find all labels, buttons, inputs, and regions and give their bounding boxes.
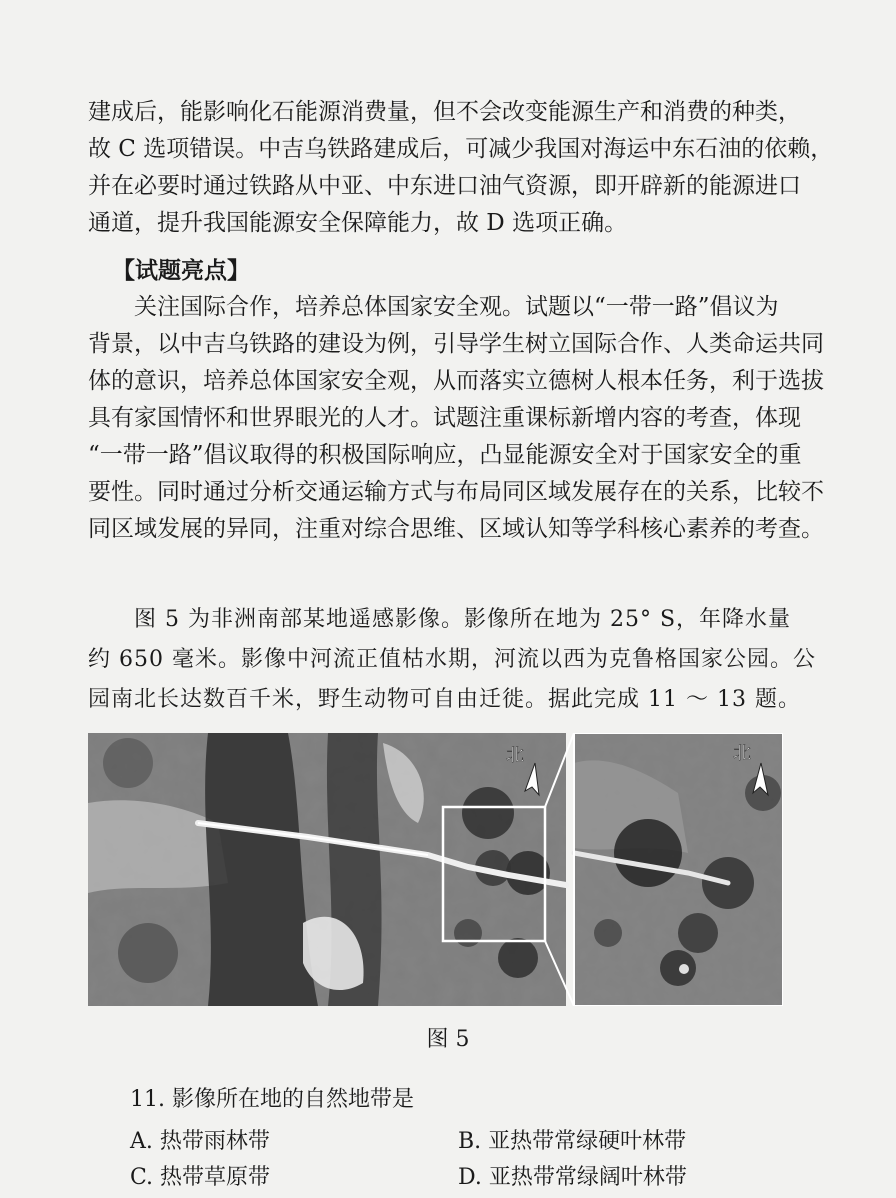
text-line: 图 5 为非洲南部某地遥感影像。影像所在地为 25° S，年降水量	[134, 607, 792, 632]
option-a: A. 热带雨林带	[130, 1129, 270, 1154]
figure-caption: 图 5	[426, 1027, 470, 1052]
text-line: 约 650 毫米。影像中河流正值枯水期，河流以西为克鲁格国家公园。公	[88, 647, 816, 672]
north-label-left: 北	[506, 745, 524, 766]
text-line: 并在必要时通过铁路从中亚、中东进口油气资源，即开辟新的能源进口	[88, 173, 801, 199]
main-image-panel	[88, 733, 566, 1006]
north-label-right: 北	[733, 743, 751, 764]
highlight-paragraph	[88, 289, 824, 548]
text-line: 关注国际合作，培养总体国家安全观。试题以“一带一路”倡议为	[134, 294, 779, 320]
text-line: 具有家国情怀和世界眼光的人才。试题注重课标新增内容的考查，体现	[88, 405, 801, 431]
text-line: 建成后，能影响化石能源消费量，但不会改变能源生产和消费的种类，	[88, 99, 801, 125]
option-d: D. 亚热带常绿阔叶林带	[458, 1165, 687, 1190]
satellite-image-figure	[88, 733, 783, 1006]
text-line: 背景，以中吉乌铁路的建设为例，引导学生树立国际合作、人类命运共同	[88, 331, 824, 357]
text-line: 园南北长达数百千米，野生动物可自由迁徙。据此完成 11 ～ 13 题。	[88, 687, 801, 712]
answer-explanation-paragraph	[88, 94, 834, 242]
option-c: C. 热带草原带	[130, 1165, 271, 1190]
text-line: 同区域发展的异同，注重对综合思维、区域认知等学科核心素养的考查。	[88, 516, 824, 542]
text-line: 通道，提升我国能源安全保障能力，故 D 选项正确。	[88, 210, 628, 236]
question-stem: 11. 影像所在地的自然地带是	[130, 1087, 414, 1112]
section-heading: 【试题亮点】	[112, 258, 250, 284]
text-line: 故 C 选项错误。中吉乌铁路建成后，可减少我国对海运中东石油的依赖，	[88, 136, 834, 162]
zoomed-image-panel	[574, 733, 783, 1006]
text-line: 要性。同时通过分析交通运输方式与布局同区域发展存在的关系，比较不	[88, 479, 824, 505]
text-line: 体的意识，培养总体国家安全观，从而落实立德树人根本任务，利于选拔	[88, 368, 824, 394]
question-intro-paragraph	[88, 600, 816, 720]
option-b: B. 亚热带常绿硬叶林带	[458, 1129, 687, 1154]
text-line: “一带一路”倡议取得的积极国际响应，凸显能源安全对于国家安全的重	[88, 442, 802, 468]
